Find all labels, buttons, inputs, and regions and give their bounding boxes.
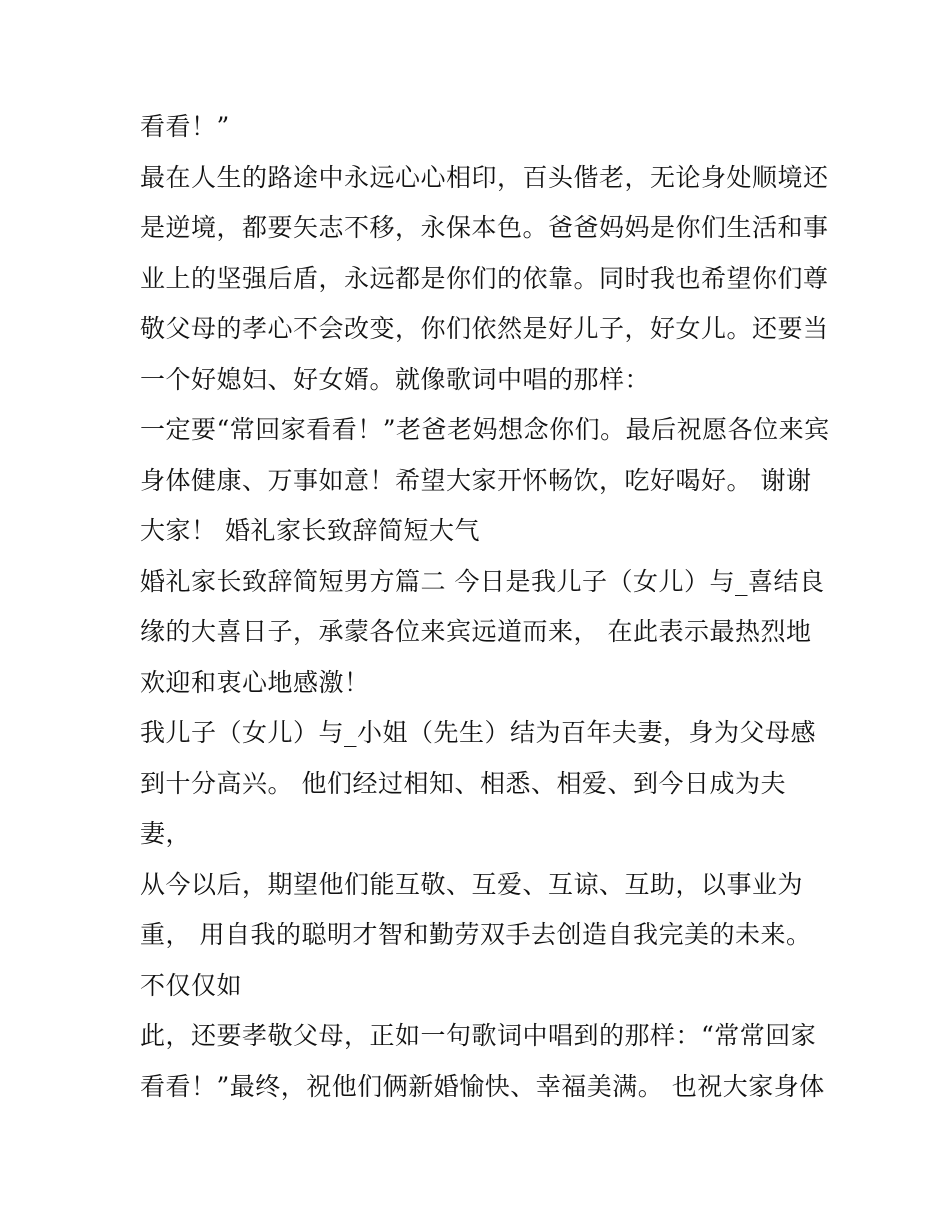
- text-line: 缘的大喜日子，承蒙各位来宾远道而来， 在此表示最热烈地: [140, 617, 812, 646]
- text-line: 从今以后，期望他们能互敬、互爱、互谅、互助，以事业为: [140, 869, 804, 899]
- text-line: 是逆境，都要矢志不移，永保本色。爸爸妈妈是你们生活和事: [140, 213, 829, 242]
- text-line: 一定要“常回家看看！”老爸老妈想念你们。最后祝愿各位来宾: [140, 415, 830, 444]
- text-line: 业上的坚强后盾，永远都是你们的依靠。同时我也希望你们尊: [140, 263, 829, 293]
- text-line: 最在人生的路途中永远心心相印，百头偕老，无论身处顺境还: [140, 162, 829, 192]
- text-line: 重， 用自我的聪明才智和勤劳双手去创造自我完美的未来。: [140, 920, 812, 949]
- text-line: 不仅仅如: [140, 970, 243, 1000]
- text-line: 大家！ 婚礼家长致辞简短大气: [140, 516, 480, 545]
- text-line: 看看！”最终，祝他们俩新婚愉快、幸福美满。 也祝大家身体: [140, 1071, 825, 1101]
- text-line: 妻，: [140, 819, 192, 848]
- text-line: 敬父母的孝心不会改变，你们依然是好儿子，好女儿。还要当: [140, 314, 829, 343]
- text-line: 一个好媳妇、好女婿。就像歌词中唱的那样：: [140, 364, 651, 394]
- text-line: 婚礼家长致辞简短男方篇二 今日是我儿子（女儿）与_喜结良: [140, 566, 825, 596]
- text-line: 看看！”: [140, 112, 230, 141]
- text-line: 到十分高兴。 他们经过相知、相悉、相爱、到今日成为夫: [140, 768, 786, 798]
- text-line: 欢迎和衷心地感激！: [140, 667, 370, 697]
- document-body: [140, 102, 830, 1112]
- text-line: 身体健康、万事如意！希望大家开怀畅饮，吃好喝好。 谢谢: [140, 465, 812, 495]
- text-line: 此，还要孝敬父母，正如一句歌词中唱到的那样：“常常回家: [140, 1021, 817, 1050]
- text-line: 我儿子（女儿）与_小姐（先生）结为百年夫妻，身为父母感: [140, 718, 817, 747]
